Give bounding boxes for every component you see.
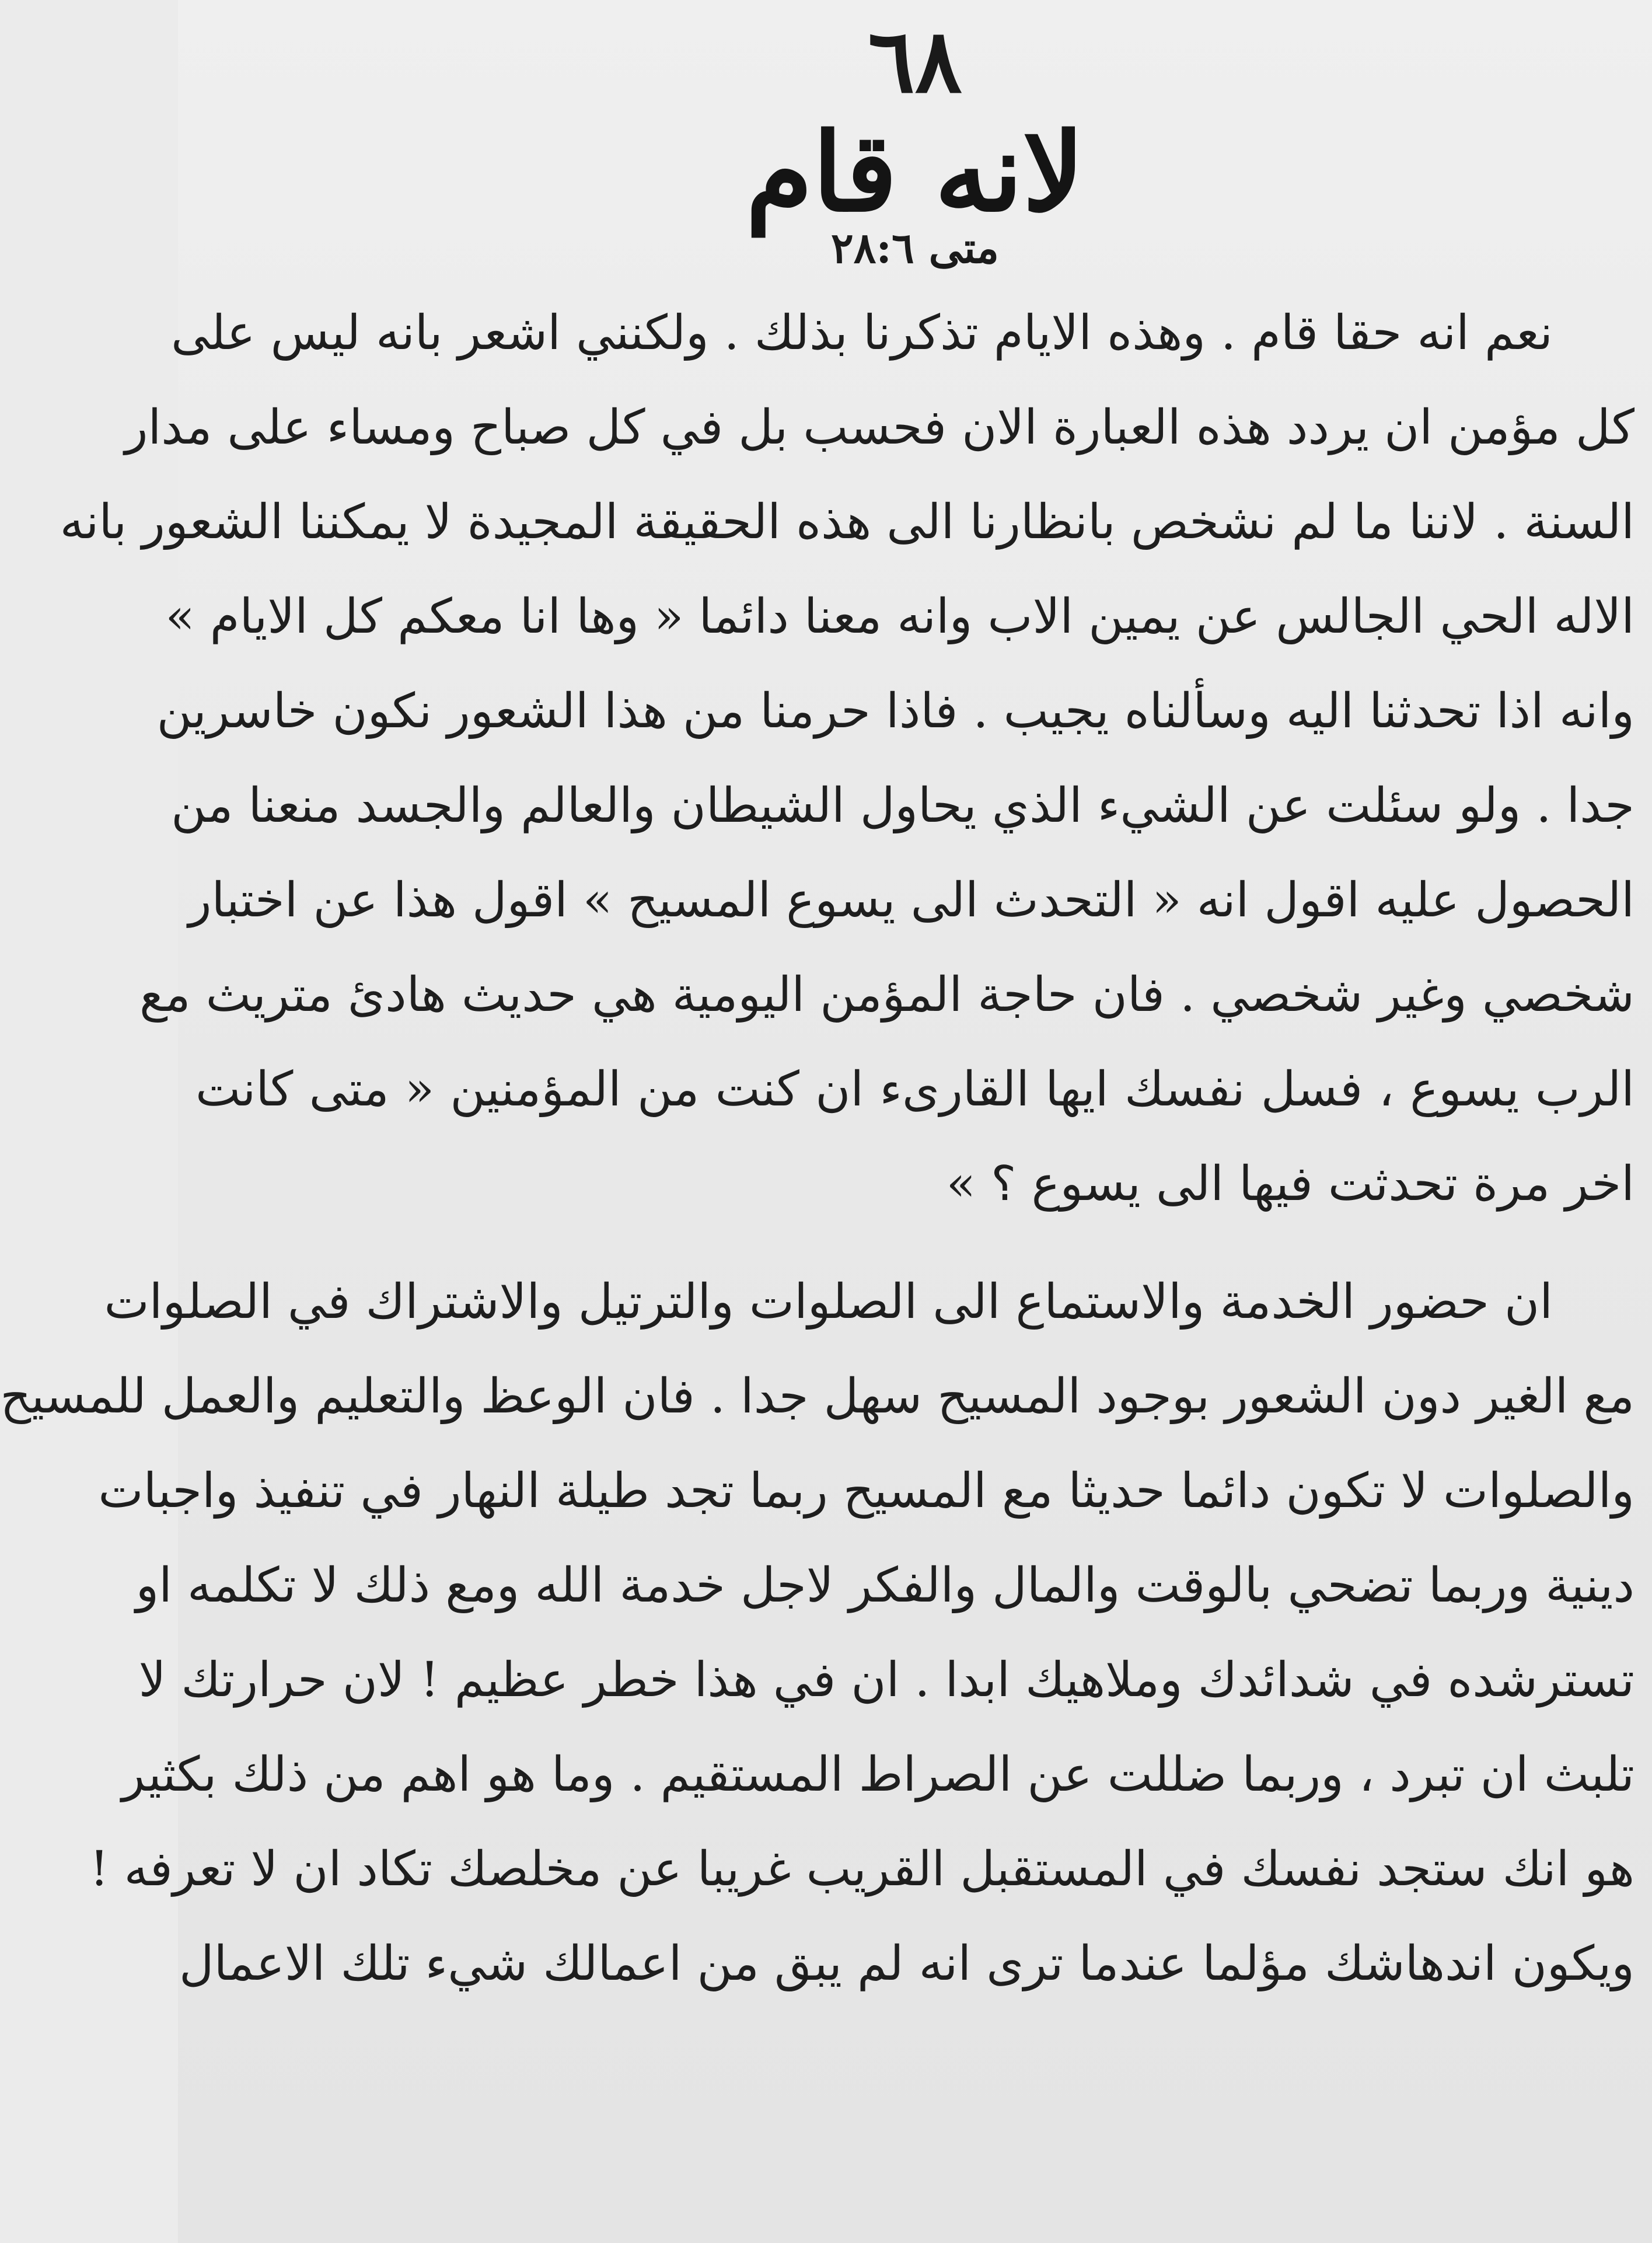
paragraph-2 <box>0 1255 1634 2011</box>
paragraph-gap <box>195 1232 1634 1255</box>
text-line: الاله الحي الجالس عن يمين الاب وانه معنا دائما « وها انا معكم كل الايام » <box>165 589 1634 644</box>
text-line: ويكون اندهاشك مؤلما عندما ترى انه لم يبق من اعمالك شيء تلك الاعمال <box>179 1936 1634 1991</box>
page-number: ٦٨ <box>868 10 962 113</box>
text-line: مع الغير دون الشعور بوجود المسيح سهل جدا . فان الوعظ والتعليم والعمل للمسيح <box>0 1369 1634 1424</box>
text-line: اخر مرة تحدثت فيها الى يسوع ؟ » <box>946 1156 1634 1212</box>
text-line: كل مؤمن ان يردد هذه العبارة الان فحسب بل في كل صباح ومساء على مدار <box>124 400 1634 455</box>
page-title: لانه قام <box>746 109 1084 236</box>
text-line: والصلوات لا تكون دائما حديثا مع المسيح ربما تجد طيلة النهار في تنفيذ واجبات <box>98 1463 1634 1519</box>
text-line: الرب يسوع ، فسل نفسك ايها القارىء ان كنت من المؤمنين « متى كانت <box>195 1062 1634 1117</box>
body-text <box>0 286 1634 2011</box>
text-line: نعم انه حقا قام . وهذه الايام تذكرنا بذلك . ولكنني اشعر بانه ليس على <box>171 305 1553 361</box>
text-line: الحصول عليه اقول انه « التحدث الى يسوع المسيح » اقول هذا عن اختبار <box>188 873 1634 928</box>
text-line: هو انك ستجد نفسك في المستقبل القريب غريبا عن مخلصك تكاد ان لا تعرفه ! <box>89 1841 1634 1897</box>
text-line: تسترشده في شدائدك وملاهيك ابدا . ان في هذا خطر عظيم ! لان حرارتك لا <box>138 1652 1634 1708</box>
scripture-reference: متى ٢٨:٦ <box>831 223 999 273</box>
text-line: ان حضور الخدمة والاستماع الى الصلوات والترتيل والاشتراك في الصلوات <box>104 1274 1553 1330</box>
text-line: تلبث ان تبرد ، وربما ضللت عن الصراط المستقيم . وما هو اهم من ذلك بكثير <box>121 1747 1634 1802</box>
paragraph-1 <box>60 286 1634 1232</box>
text-line: السنة . لاننا ما لم نشخص بانظارنا الى هذه الحقيقة المجيدة لا يمكننا الشعور بانه <box>60 494 1634 550</box>
text-line: دينية وربما تضحي بالوقت والمال والفكر لاجل خدمة الله ومع ذلك لا تكلمه او <box>135 1558 1634 1613</box>
text-line: جدا . ولو سئلت عن الشيء الذي يحاول الشيطان والعالم والجسد منعنا من <box>171 778 1634 833</box>
text-line: شخصي وغير شخصي . فان حاجة المؤمن اليومية هي حديث هادئ متريث مع <box>139 967 1634 1023</box>
text-line: وانه اذا تحدثنا اليه وسألناه يجيب . فاذا حرمنا من هذا الشعور نكون خاسرين <box>156 683 1634 739</box>
